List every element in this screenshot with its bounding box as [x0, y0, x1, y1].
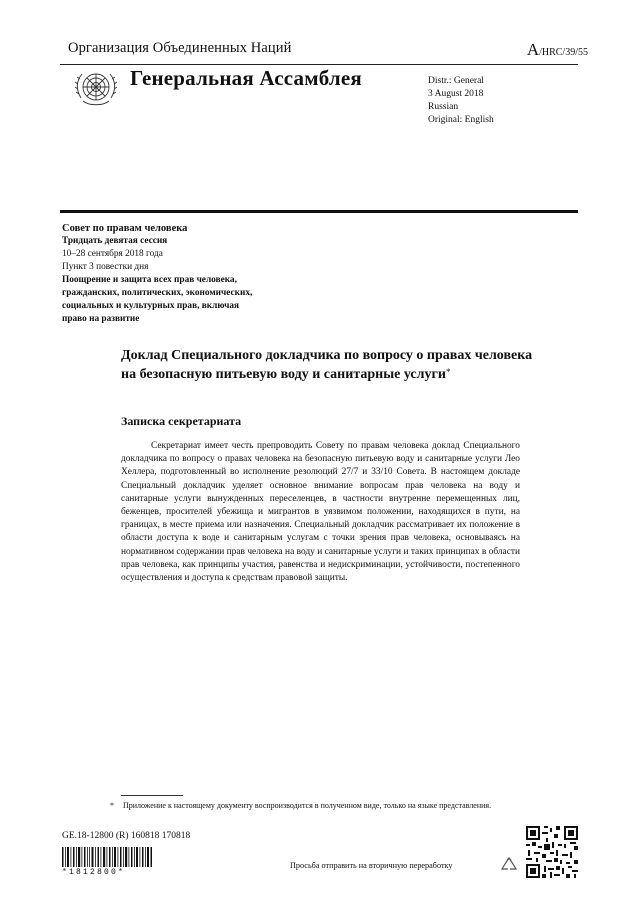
distr-original: Original: English [428, 115, 494, 125]
footnote-mark: * [110, 801, 114, 810]
un-emblem-icon [73, 68, 119, 110]
barcode-icon [62, 847, 152, 867]
report-title-text: Доклад Специального докладчика по вопросу о правах человека на безопасную питьевую воду и санитарные услуги [121, 348, 533, 382]
distribution-block [428, 75, 494, 127]
agenda-item: Пункт 3 повестки дня [62, 262, 149, 272]
general-assembly-title: Генеральная Ассамблея [130, 66, 362, 90]
document-symbol-number: /HRC/39/55 [539, 47, 588, 58]
recycle-icon [499, 855, 519, 875]
agenda-title [62, 274, 292, 326]
agenda-title-line: право на развитие [62, 314, 140, 324]
distr-date: 3 August 2018 [428, 89, 484, 99]
note-heading: Записка секретариата [121, 414, 242, 428]
organization-name: Организация Объединенных Наций [68, 40, 292, 56]
body-paragraph: Секретариат имеет честь препроводить Совету по правам человека доклад Специального докладчика по вопросу о правах человека на безопасную питьевую воду и санитарные услуги Лео Хеллера, подготовленный во исполнение резолюций 27/7 и 33/10 Совета. В настоящем докладе Специальный докладчик уделяет основное внимание вопросам прав человека на воду и санитарные услуги вынужденных переселенцев, в частности внутренне перемещенных лиц, беженцев, просителей убежища и мигрантов в уязвимом положении, находящихся в пути, на границах, в месте приема или назначения. Специальный докладчик рассматривает их положение в области доступа к воде и санитарным услугам с точки зрения прав человека, основываясь на нормативном содержании прав человека на воду и санитарные услуги и таких принципах в области прав человека, как принципы участия, равенства и недискриминации, устойчивости, постепенного осуществления и доступа к средствам правовой защиты. [121, 441, 520, 584]
document-symbol [527, 40, 588, 60]
agenda-title-line: социальных и культурных прав, включая [62, 301, 239, 311]
job-number: GE.18-12800 (R) 160818 170818 [62, 831, 191, 841]
distr-language: Russian [428, 102, 459, 112]
header-bold-rule [60, 210, 578, 213]
session-name: Тридцать девятая сессия [62, 236, 168, 246]
session-info [62, 222, 292, 326]
qr-code-icon [526, 826, 578, 878]
footnote [110, 800, 520, 811]
distr-line: Distr.: General [428, 76, 484, 86]
recycle-note: Просьба отправить на вторичную переработку [290, 861, 453, 870]
footnote-text: Приложение к настоящему документу воспроизводится в полученном виде, только на языке представления. [123, 801, 492, 810]
barcode-number: *1812800* [62, 868, 126, 877]
agenda-title-line: Поощрение и защита всех прав человека, [62, 275, 237, 285]
report-title-footnote-mark: * [445, 367, 451, 377]
footnote-rule [121, 795, 183, 796]
document-symbol-letter: A [526, 40, 540, 59]
header-rule [60, 64, 578, 65]
agenda-title-line: гражданских, политических, экономических, [62, 288, 253, 298]
council-name: Совет по правам человека [62, 223, 188, 234]
session-dates: 10–28 сентября 2018 года [62, 249, 163, 259]
report-title [121, 347, 541, 383]
